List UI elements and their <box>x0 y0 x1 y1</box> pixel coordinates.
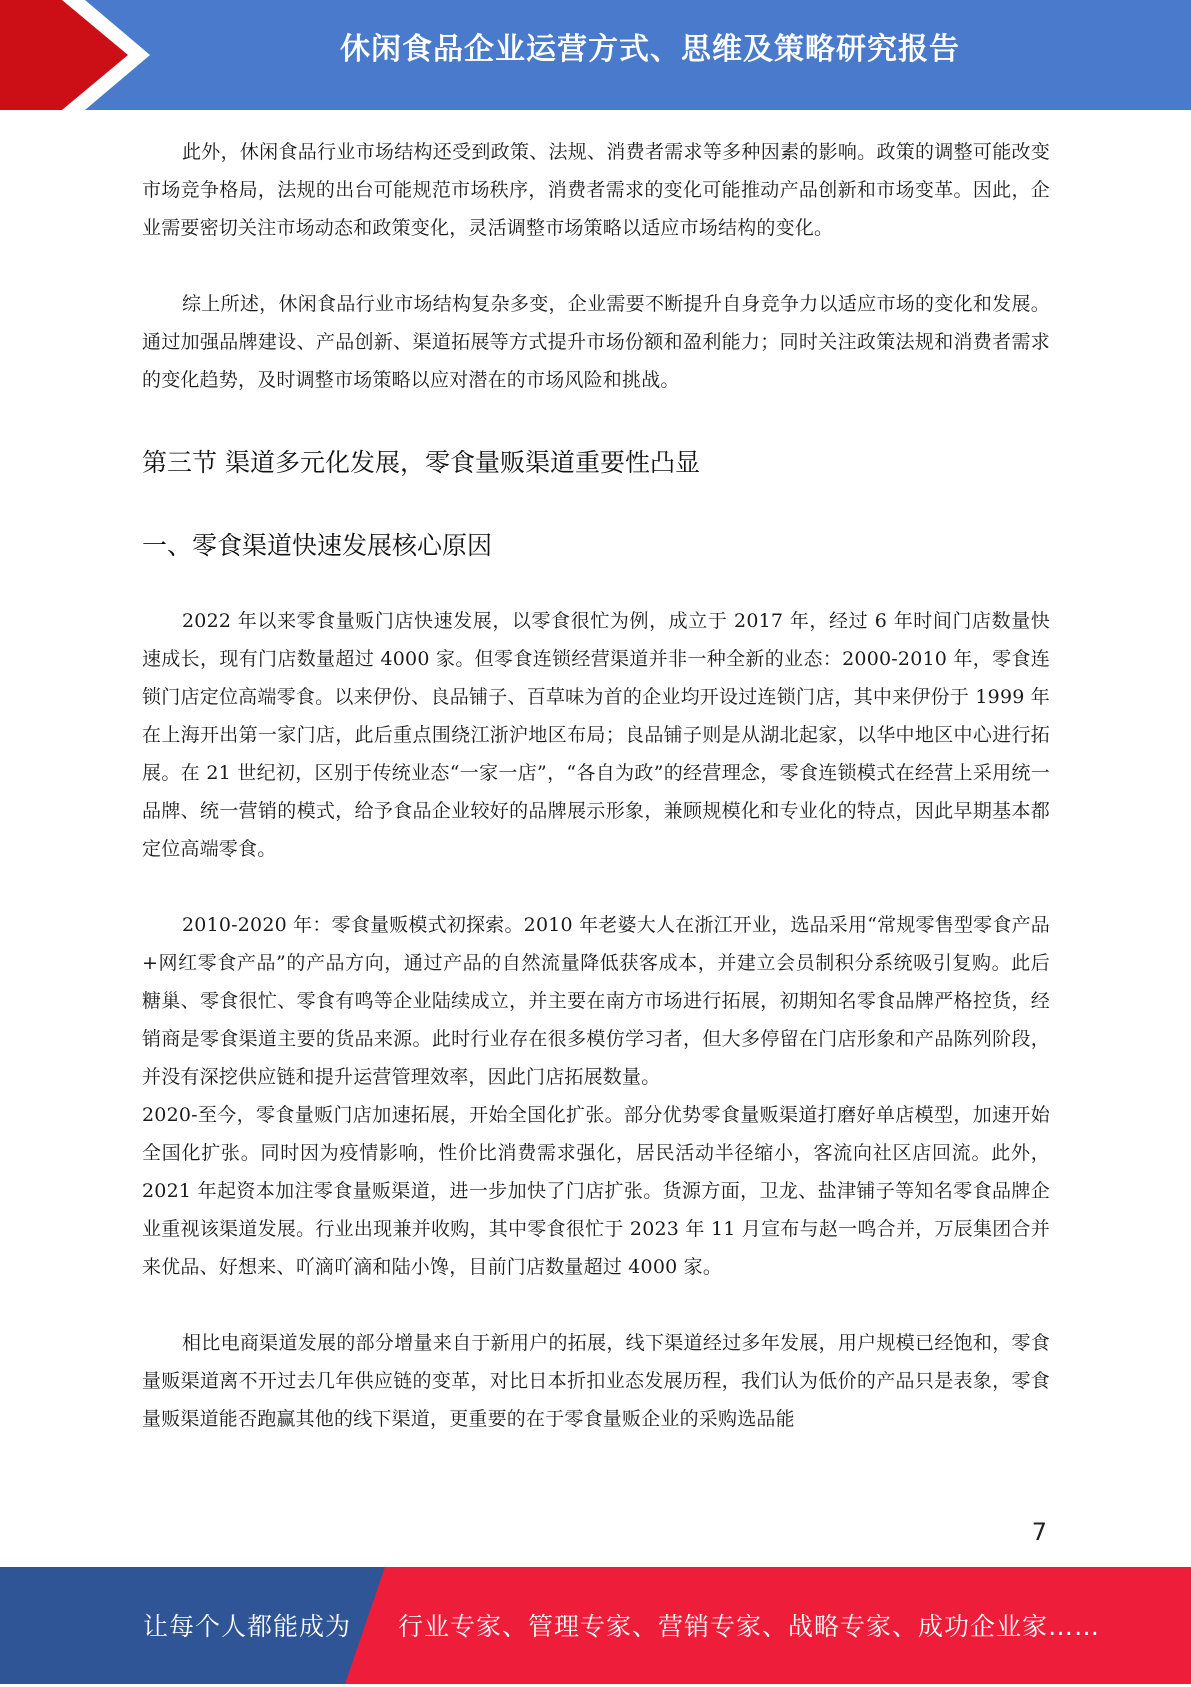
footer-slogan-right: 行业专家、管理专家、营销专家、战略专家、成功企业家…… <box>398 1612 1101 1641</box>
subsection-heading: 一、零食渠道快速发展核心原因 <box>142 531 493 560</box>
body-paragraph: 2022 年以来零食量贩门店快速发展，以零食很忙为例，成立于 2017 年，经过 6 年时间门店数量快速成长，现有门店数量超过 4000 家。但零食连锁经营渠道并非一种全新的业态：2000-2010 年，零食连锁门店定位高端零食。以来伊份、良品铺子、百草味为首的企业均开设过连锁门店，其中来伊份于 1999 年在上海开出第一家门店，此后重点围绕江浙沪地区布局；良品铺子则是从湖北起家，以华中地区中心进行拓展。在 21 世纪初，区别于传统业态“一家一店”，“各自为政”的经营理念，零食连锁模式在经营上采用统一品牌、统一营销的模式，给予食品企业较好的品牌展示形象，兼顾规模化和专业化的特点，因此早期基本都定位高端零食。 <box>142 610 1050 860</box>
header-chevron-icon <box>0 0 160 110</box>
page-footer <box>0 1567 1191 1684</box>
document-body <box>142 133 1050 1438</box>
body-paragraph: 2010-2020 年：零食量贩模式初探索。2010 年老婆大人在浙江开业，选品采用“常规零售型零食产品+网红零食产品”的产品方向，通过产品的自然流量降低获客成本，并建立会员制积分系统吸引复购。此后糖巢、零食很忙、零食有鸣等企业陆续成立，并主要在南方市场进行拓展，初期知名零食品牌严格控货，经销商是零食渠道主要的货品来源。此时行业存在很多模仿学习者，但大多停留在门店形象和产品陈列阶段，并没有深挖供应链和提升运营管理效率，因此门店拓展数量。 <box>142 914 1050 1088</box>
page-number: 7 <box>1031 1518 1047 1546</box>
body-paragraph: 相比电商渠道发展的部分增量来自于新用户的拓展，线下渠道经过多年发展，用户规模已经饱和，零食量贩渠道离不开过去几年供应链的变革，对比日本折扣业态发展历程，我们认为低价的产品只是表象，零食量贩渠道能否跑赢其他的线下渠道，更重要的在于零食量贩企业的采购选品能 <box>142 1332 1050 1430</box>
section-heading: 第三节 渠道多元化发展，零食量贩渠道重要性凸显 <box>142 448 700 477</box>
body-paragraph: 此外，休闲食品行业市场结构还受到政策、法规、消费者需求等多种因素的影响。政策的调整可能改变市场竞争格局，法规的出台可能规范市场秩序，消费者需求的变化可能推动产品创新和市场变革。因此，企业需要密切关注市场动态和政策变化，灵活调整市场策略以适应市场结构的变化。 <box>142 141 1050 239</box>
document-title: 休闲食品企业运营方式、思维及策略研究报告 <box>340 32 960 67</box>
page-header <box>0 0 1191 110</box>
body-paragraph: 2020-至今，零食量贩门店加速拓展，开始全国化扩张。部分优势零食量贩渠道打磨好单店模型，加速开始全国化扩张。同时因为疫情影响，性价比消费需求强化，居民活动半径缩小，客流向社区店回流。此外，2021 年起资本加注零食量贩渠道，进一步加快了门店扩张。货源方面，卫龙、盐津铺子等知名零食品牌企业重视该渠道发展。行业出现兼并收购，其中零食很忙于 2023 年 11 月宣布与赵一鸣合并，万辰集团合并来优品、好想来、吖滴吖滴和陆小馋，目前门店数量超过 4000 家。 <box>142 1104 1050 1278</box>
footer-slogan-left: 让每个人都能成为 <box>143 1612 352 1641</box>
body-paragraph: 综上所述，休闲食品行业市场结构复杂多变，企业需要不断提升自身竞争力以适应市场的变化和发展。通过加强品牌建设、产品创新、渠道拓展等方式提升市场份额和盈利能力；同时关注政策法规和消费者需求的变化趋势，及时调整市场策略以应对潜在的市场风险和挑战。 <box>142 293 1050 391</box>
